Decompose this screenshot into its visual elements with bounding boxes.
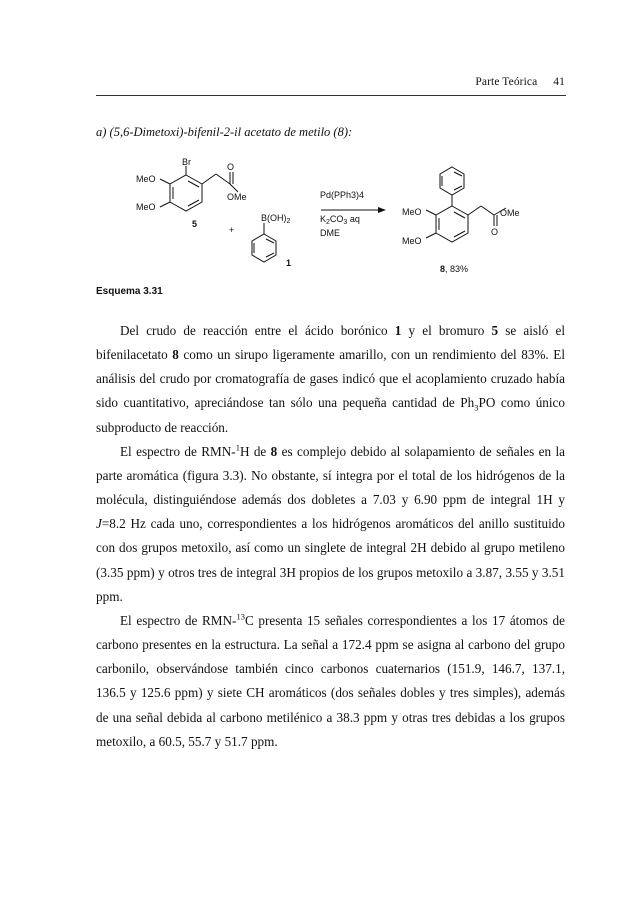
base-tail: aq [347, 214, 360, 224]
carbonyl-o-5: O [227, 162, 235, 172]
page-number: 41 [553, 76, 565, 88]
scheme-caption: Esquema 3.31 [96, 286, 163, 297]
ring-5 [170, 175, 202, 211]
arrow-head [378, 207, 386, 213]
ring-8-phenyl [440, 167, 464, 195]
br-label: Br [182, 157, 191, 167]
compound-8-label: 8 [440, 264, 446, 274]
carbonyl-o-8: O [491, 227, 499, 237]
yield-text: , 83% [445, 264, 469, 274]
plus-sign: + [229, 225, 235, 235]
catalyst-label: Pd(PPh3)4 [320, 190, 365, 200]
meo-bottom-8: MeO [402, 236, 422, 246]
header-rule [96, 95, 566, 96]
scheme-drawing [96, 150, 566, 285]
base-sub1: 2 [326, 219, 330, 226]
paragraph-3: El espectro de RMN-$^{13}$C presenta 15 señales correspondientes a los 17 átomos de carbono presentes en la estructura. La señal a 172.4 ppm se asigna al carbono del grupo carbonilo, observándose también cinco carbonos cuaternarios (151.9, 146.7, 137.1, 136.5 y 125.6 ppm) y siete CH aromáticos (dos señales dobles y tres simples), además de una señal debida al carbono metilénico a 38.3 ppm y otras tres debidas a los grupos metoxilo, a 60.5, 55.7 y 51.7 ppm. [96, 611, 565, 749]
running-title: Parte Teórica [475, 76, 538, 88]
reaction-scheme [96, 150, 566, 285]
base-main: K [320, 214, 327, 224]
paragraph-2: El espectro de RMN-$^1$H de 8 es complejo debido al solapamiento de señales en la parte aromática (figura 3.3). No obstante, sí integra por el total de los hidrógenos de la molécula, distinguiéndose además dos dobletes a 7.03 y 6.90 ppm de integral 1H y J=8.2 Hz cada uno, correspondientes a los hidrógenos aromáticos del anillo sustituido con dos grupos metoxilo, así como un singlete de integral 2H debido al grupo metileno (3.35 ppm) y otros tres de integral 3H propios de los grupos metoxilo a 3.87, 3.55 y 3.51 ppm. [96, 442, 565, 604]
product-label [440, 264, 468, 274]
section-title: a) (5,6-Dimetoxi)-bifenil-2-il acetato de metilo (8): [96, 125, 353, 139]
ring-8-main [436, 206, 468, 242]
boron-sub: 2 [286, 218, 291, 225]
compound-5-label: 5 [192, 219, 198, 229]
boronic-acid-label [261, 213, 291, 225]
base-label [320, 214, 360, 226]
compound-1-label: 1 [286, 258, 292, 268]
ring-1 [252, 234, 276, 262]
paragraph-1: Del crudo de reacción entre el ácido borónico 1 y el bromuro 5 se aisló el bifenilacetato 8 como un sirupo ligeramente amarillo, con un rendimiento del 83%. El análisis del crudo por cromatografía de gases indicó que el acoplamiento cruzado había sido cuantitativo, apreciándose tan sólo una pequeña cantidad de $Ph_3PO$ como único subproducto de reacción. [96, 323, 565, 435]
base-sub2: 3 [343, 219, 348, 226]
meo-top-8: MeO [402, 207, 422, 217]
running-header [0, 76, 565, 88]
meo-top-5: MeO [136, 174, 156, 184]
solvent-label: DME [320, 228, 340, 238]
boron-text: B(OH) [261, 213, 287, 223]
ome-5: OMe [227, 192, 247, 202]
body-text [96, 319, 565, 754]
base-mid: CO [329, 214, 344, 224]
meo-bottom-5: MeO [136, 202, 156, 212]
ome-8: OMe [500, 208, 520, 218]
